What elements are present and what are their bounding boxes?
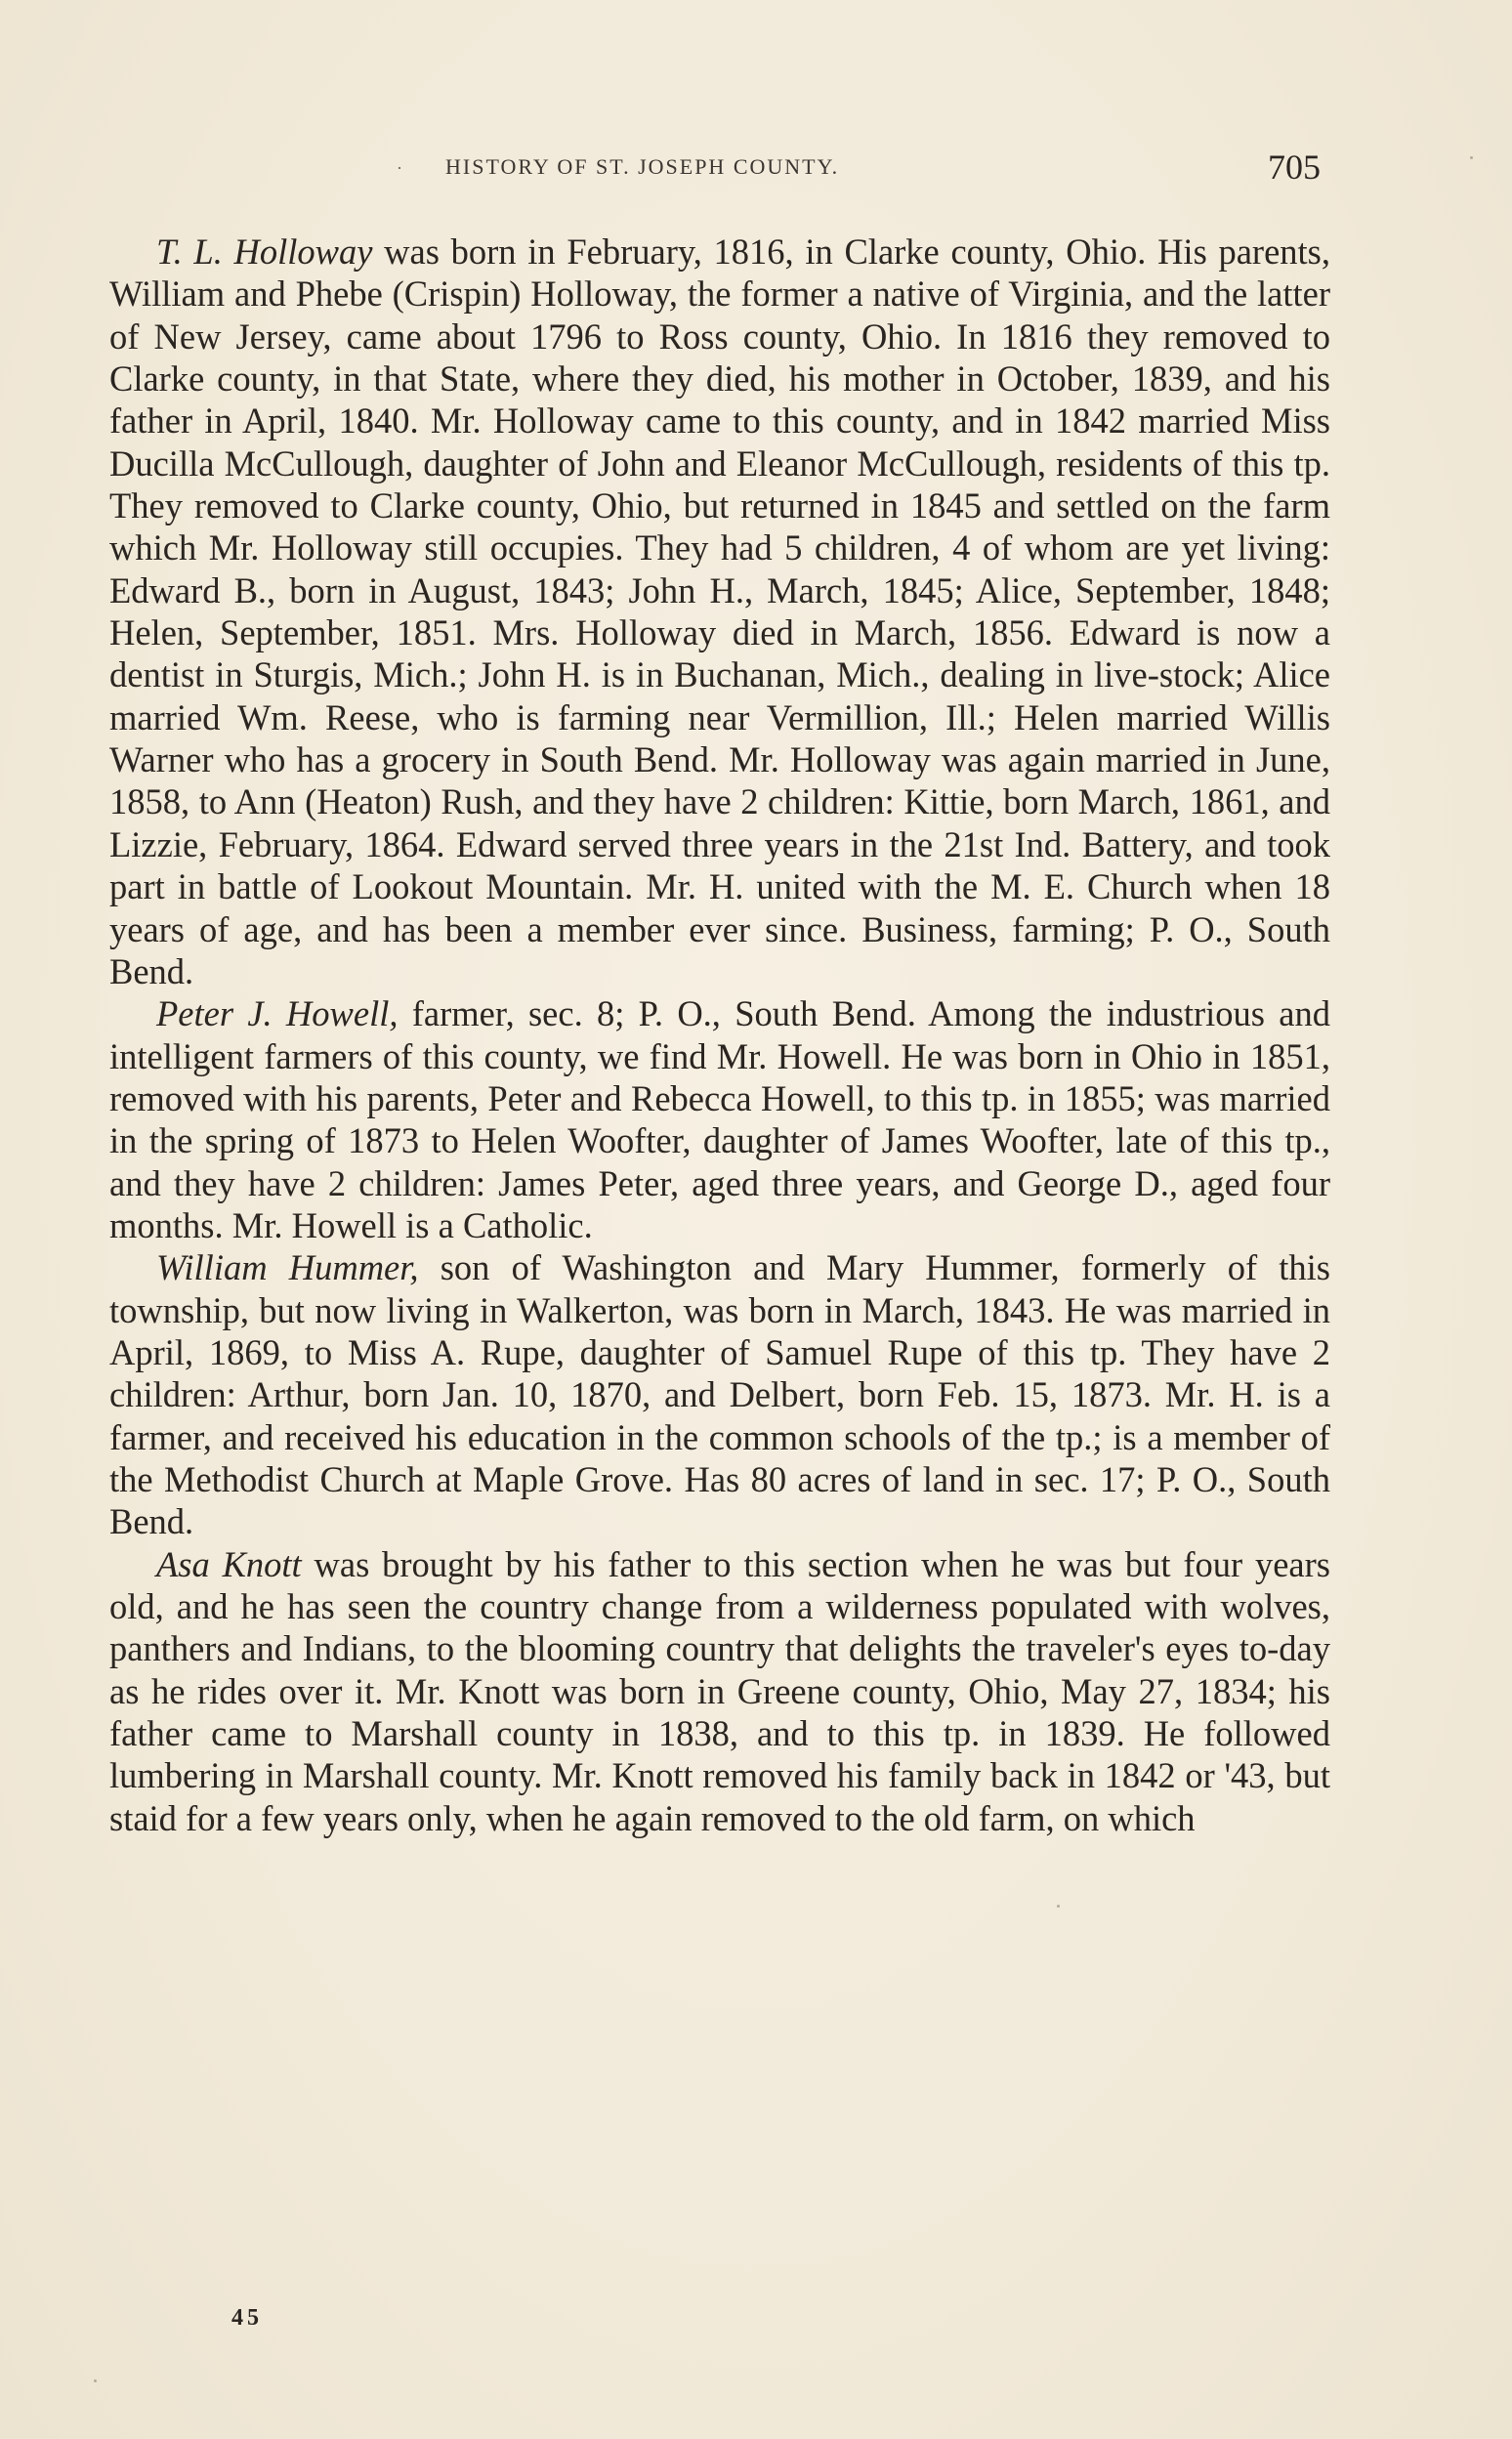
entry-hummer [109, 1246, 1330, 1542]
paper-speck [1057, 1905, 1060, 1908]
entry-text: was born in February, 1816, in Clarke county, Ohio. His parents, William and Phebe (Crispin) Holloway, the former a native of Virginia, and the latter of New Jersey, came about 1796 to Ross county, Ohio. In 1816 they removed to Clarke county, in that State, where they died, his mother in October, 1839, and his father in April, 1840. Mr. Holloway came to this county, and in 1842 married Miss Ducilla McCullough, daughter of John and Eleanor McCullough, residents of this tp. They removed to Clarke county, Ohio, but returned in 1845 and settled on the farm which Mr. Holloway still occupies. They had 5 children, 4 of whom are yet living: Edward B., born in August, 1843; John H., March, 1845; Alice, September, 1848; Helen, September, 1851. Mrs. Holloway died in March, 1856. Edward is now a dentist in Sturgis, Mich.; John H. is in Buchanan, Mich., dealing in live-stock; Alice married Wm. Reese, who is farming near Vermillion, Ill.; Helen married Willis Warner who has a grocery in South Bend. Mr. Holloway was again married in June, 1858, to Ann (Heaton) Rush, and they have 2 children: Kittie, born March, 1861, and Lizzie, February, 1864. Edward served three years in the 21st Ind. Battery, and took part in battle of Lookout Mountain. Mr. H. united with the M. E. Church when 18 years of age, and has been a member ever since. Business, farming; P. O., South Bend. [109, 231, 1330, 991]
page-number: 705 [1268, 147, 1321, 187]
signature-mark: 45 [231, 2305, 263, 2331]
paper-speck [94, 2379, 97, 2382]
running-head-title: HISTORY OF ST. JOSEPH COUNTY. [445, 154, 840, 179]
header-dot-mark: · [397, 158, 402, 178]
entry-holloway [109, 231, 1330, 992]
entry-name: William Hummer, [156, 1247, 419, 1288]
entry-name: Asa Knott [156, 1543, 302, 1584]
body-text [109, 231, 1330, 1839]
entry-knott [109, 1543, 1330, 1839]
entry-name: Peter J. Howell, [156, 993, 399, 1034]
entry-howell [109, 992, 1330, 1246]
entry-text: was brought by his father to this section when he was but four years old, and he has seen the country change from a wilderness populated with wolves, panthers and Indians, to the blooming country that delights the traveler's eyes to-day as he rides over it. Mr. Knott was born in Greene county, Ohio, May 27, 1834; his father came to Marshall county in 1838, and to this tp. in 1839. He followed lumbering in Marshall county. Mr. Knott removed his family back in 1842 or '43, but staid for a few years only, when he again removed to the old farm, on which [109, 1543, 1330, 1838]
entry-name: T. L. Holloway [156, 231, 373, 272]
entry-text: son of Washington and Mary Hummer, formerly of this township, but now living in Walkerton, was born in March, 1843. He was married in April, 1869, to Miss A. Rupe, daughter of Samuel Rupe of this tp. They have 2 children: Arthur, born Jan. 10, 1870, and Delbert, born Feb. 15, 1873. Mr. H. is a farmer, and received his education in the common schools of the tp.; is a member of the Methodist Church at Maple Grove. Has 80 acres of land in sec. 17; P. O., South Bend. [109, 1247, 1331, 1542]
entry-text: farmer, sec. 8; P. O., South Bend. Among the industrious and intelligent farmers of this county, we find Mr. Howell. He was born in Ohio in 1851, removed with his parents, Peter and Rebecca Howell, to this tp. in 1855; was married in the spring of 1873 to Helen Woofter, daughter of James Woofter, late of this tp., and they have 2 children: James Peter, aged three years, and George D., aged four months. Mr. Howell is a Catholic. [109, 993, 1330, 1245]
paper-speck [1470, 156, 1473, 159]
